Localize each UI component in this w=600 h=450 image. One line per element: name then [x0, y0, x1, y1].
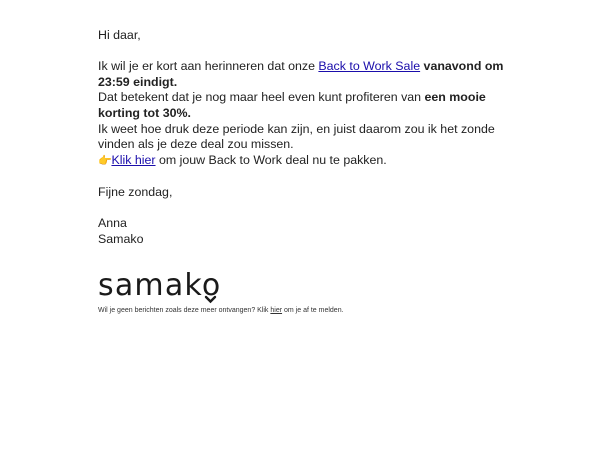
discount-paragraph — [98, 90, 508, 121]
greeting: Hi daar, — [98, 28, 141, 42]
missing-deal-paragraph: Ik weet hoe druk deze periode kan zijn, en juist daarom zou ik het zonde vinden als je deze deal zou missen. — [98, 121, 495, 152]
samako-logo-image — [98, 270, 222, 306]
reminder-paragraph — [98, 59, 508, 90]
unsubscribe-footer — [98, 306, 508, 315]
cta-link[interactable]: Klik hier — [111, 152, 156, 167]
cta-paragraph — [98, 153, 508, 170]
discount-text: Dat betekent dat je nog maar heel even kunt profiteren van — [98, 90, 425, 105]
closing: Fijne zondag, — [98, 184, 173, 199]
signature-name: Anna — [98, 216, 127, 231]
unsubscribe-link[interactable]: hier — [270, 307, 283, 315]
deadline-text: vanavond om 23:59 eindigt. — [98, 59, 504, 89]
footer-text: Wil je geen berichten zoals deze meer ontvangen? Klik — [98, 307, 271, 315]
spacer — [98, 44, 508, 60]
signature-company: Samako — [98, 231, 144, 246]
logo-wordmark: samako — [98, 270, 222, 304]
footer-text-end: om je af te melden. — [282, 307, 344, 315]
samako-logo — [98, 270, 508, 306]
sale-link[interactable]: Back to Work Sale — [318, 59, 421, 74]
discount-highlight: een mooie korting tot 30%. — [98, 90, 486, 120]
pointing-hand-icon: 👉 — [98, 154, 112, 167]
email-body — [98, 28, 508, 315]
spacer — [98, 169, 508, 185]
cta-text: om jouw Back to Work deal nu te pakken. — [155, 152, 387, 167]
reminder-text: Ik wil je er kort aan herinneren dat onze — [98, 59, 319, 74]
spacer — [98, 201, 508, 217]
